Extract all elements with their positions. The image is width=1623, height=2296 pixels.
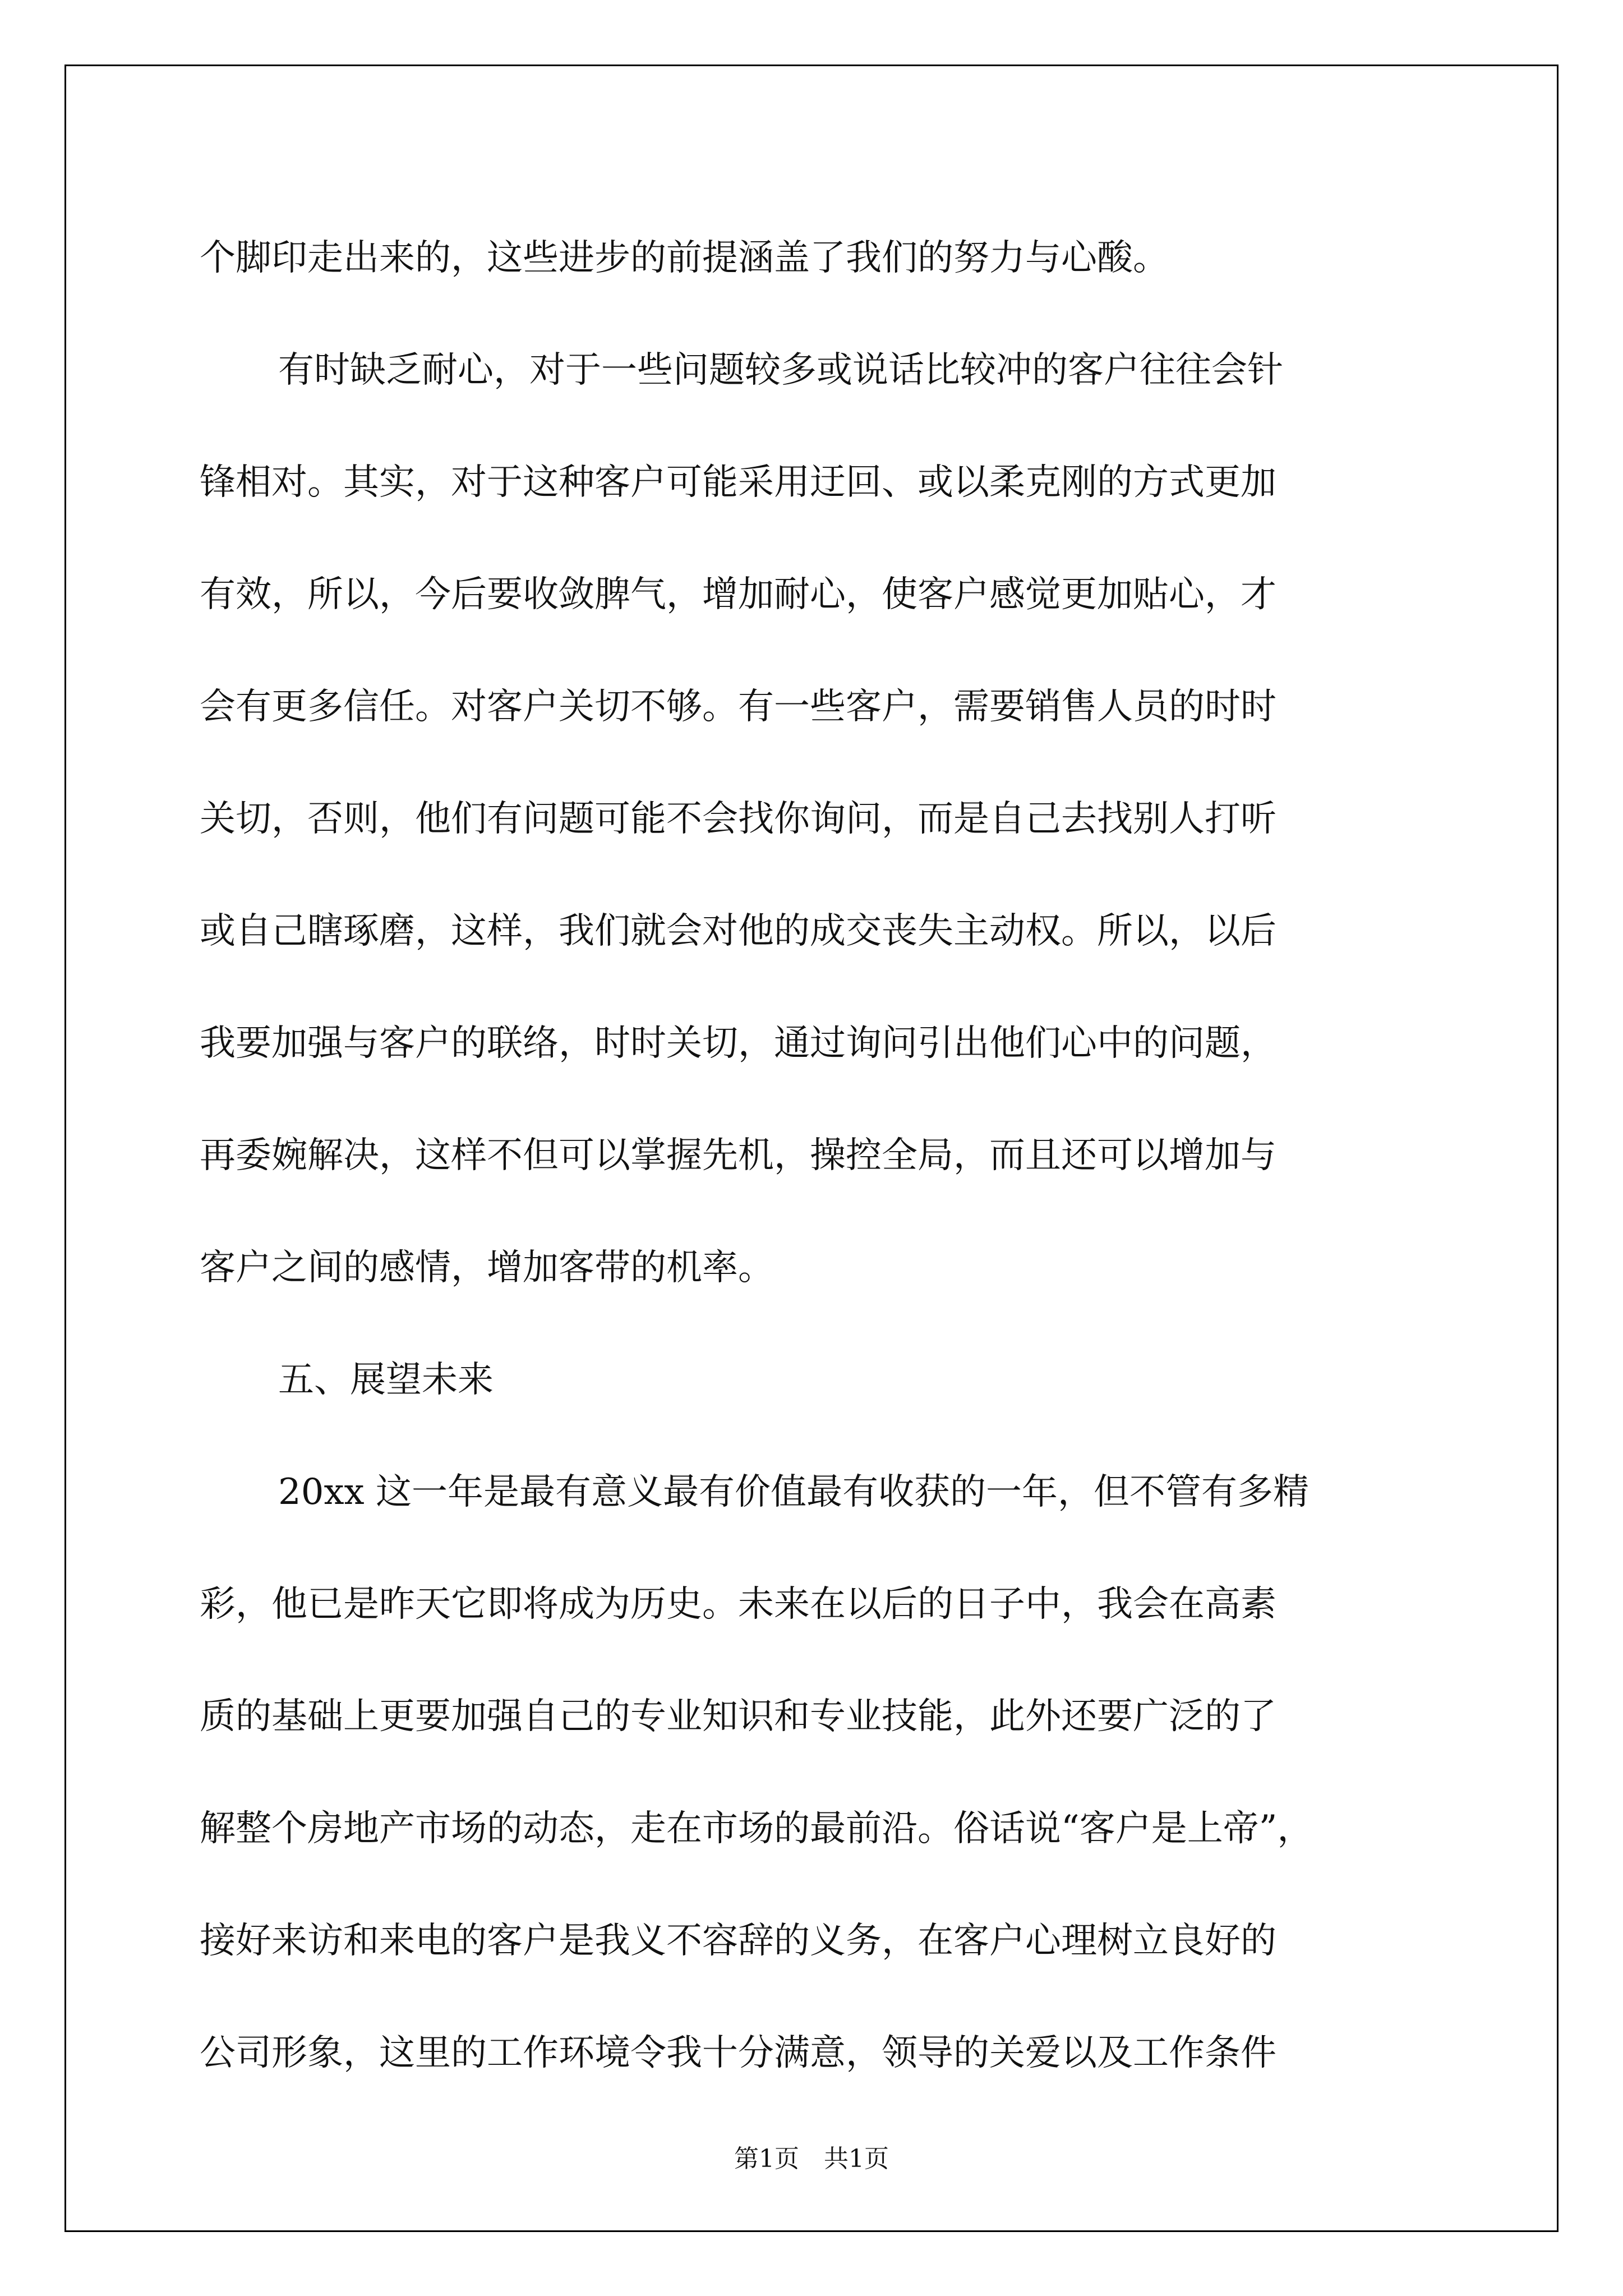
text-line: 再委婉解决，这样不但可以掌握先机，操控全局，而且还可以增加与 (200, 1135, 1276, 1176)
text-line: 接好来访和来电的客户是我义不容辞的义务，在客户心理树立良好的 (200, 1920, 1276, 1962)
text-line: 或自己瞎琢磨，这样，我们就会对他的成交丧失主动权。所以，以后 (200, 910, 1276, 952)
page-footer: 第1页 共1页 (734, 2145, 889, 2173)
text-line: 会有更多信任。对客户关切不够。有一些客户，需要销售人员的时时 (200, 686, 1276, 728)
text-line: 个脚印走出来的，这些进步的前提涵盖了我们的努力与心酸。 (200, 237, 1169, 279)
text-line: 关切，否则，他们有问题可能不会找你询问，而是自己去找别人打听 (200, 798, 1276, 840)
text-line: 彩，他已是昨天它即将成为历史。未来在以后的日子中，我会在高素 (200, 1584, 1276, 1625)
text-line: 有时缺乏耐心，对于一些问题较多或说话比较冲的客户往往会针 (278, 349, 1283, 391)
text-line: 我要加强与客户的联络，时时关切，通过询问引出他们心中的问题， (200, 1023, 1276, 1064)
text-line: 公司形象，这里的工作环境令我十分满意，领导的关爱以及工作条件 (200, 2032, 1276, 2074)
section-heading: 五、展望未来 (278, 1359, 494, 1401)
text-line: 锋相对。其实，对于这种客户可能采用迂回、或以柔克刚的方式更加 (200, 462, 1276, 503)
text-line: 解整个房地产市场的动态，走在市场的最前沿。俗话说“客户是上帝”， (200, 1808, 1313, 1849)
document-body (200, 202, 1428, 2109)
text-line: 客户之间的感情，增加客带的机率。 (200, 1247, 774, 1289)
text-line: 有效，所以，今后要收敛脾气，增加耐心，使客户感觉更加贴心，才 (200, 574, 1276, 615)
text-line: 20xx 这一年是最有意义最有价值最有收获的一年，但不管有多精 (278, 1471, 1309, 1513)
text-line: 质的基础上更要加强自己的专业知识和专业技能，此外还要广泛的了 (200, 1696, 1276, 1737)
